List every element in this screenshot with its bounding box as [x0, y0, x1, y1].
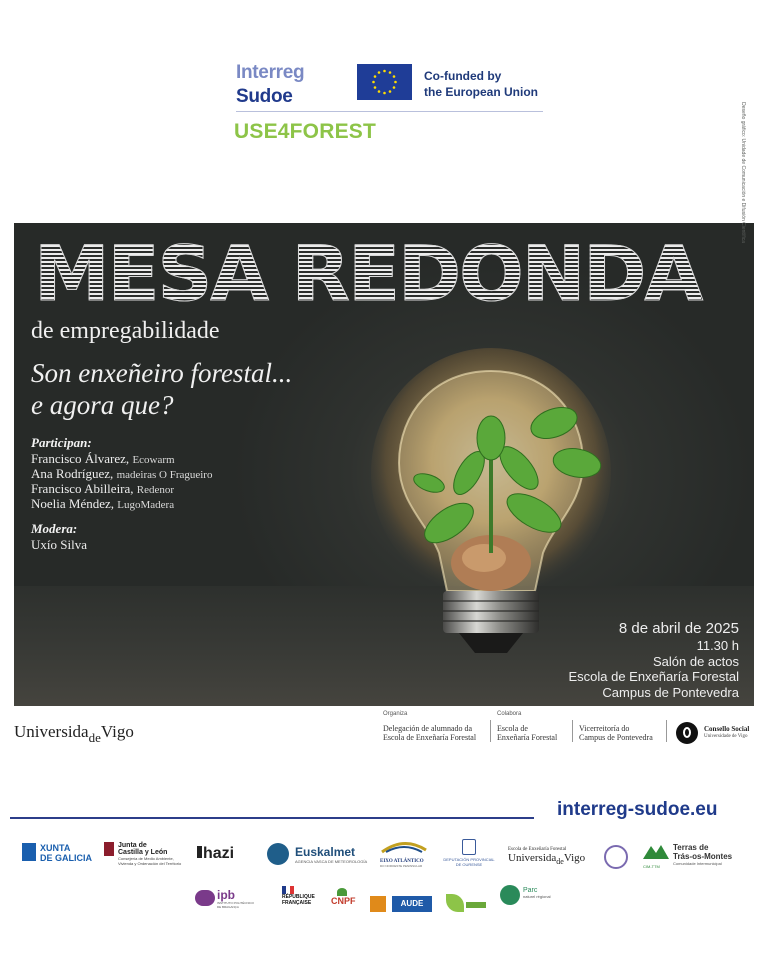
terras-tras-os-montes-logo: CIM-TTM Terras de Trás-os-Montes Comunidade Intermunicipal: [643, 843, 733, 869]
program-name-line1: Interreg: [236, 62, 305, 83]
orange-emblem-icon: [370, 896, 386, 912]
xunta-emblem-icon: [22, 843, 36, 861]
french-flag-icon: [282, 886, 294, 894]
question-line2: e agora que?: [31, 390, 174, 420]
program-name-line2: Sudoe: [236, 86, 293, 107]
question-line1: Son enxeñeiro forestal...: [31, 358, 293, 388]
parc-emblem-icon: [500, 885, 520, 905]
republique-francaise-logo: RÉPUBLIQUE FRANÇAISE: [282, 886, 315, 906]
eixo-swoosh-icon: [380, 840, 428, 854]
escola-uvigo-logo: Escola de Enxeñaría Forestal Universida$_{de}$Vigo: [508, 847, 586, 866]
participant-item: Francisco Álvarez, Ecowarm: [31, 451, 175, 466]
jcyl-emblem-icon: [104, 842, 114, 856]
hazi-bar-icon: [197, 846, 202, 858]
strip-separator: [572, 720, 573, 742]
deputacion-ourense-logo: DEPUTACIÓN PROVINCIAL DE OURENSE: [443, 839, 495, 867]
consello-social-icon: [676, 722, 698, 744]
eu-flag-icon: [357, 64, 412, 100]
leaf-icon: [446, 894, 464, 912]
event-time: 11.30 h: [696, 638, 739, 653]
poster-title: MESA REDONDA: [34, 229, 702, 318]
universidade-vigo-logo: Universida$_{de}$Vigo: [14, 722, 134, 745]
colabora-label: Colabora: [497, 711, 522, 717]
site-link[interactable]: interreg-sudoe.eu: [557, 799, 718, 820]
eu-text-line1: Co-funded by: [424, 69, 502, 83]
eu-cofunding-text: [424, 68, 538, 100]
cnpf-logo: CNPF: [331, 896, 356, 906]
participants-heading: Participan:: [31, 435, 92, 450]
green-leaf-logo: [446, 890, 488, 914]
design-credit: Deseño gráfico: Unidade de Comunicación e Difusión Científica: [740, 102, 746, 243]
hazi-logo: hazi: [197, 845, 234, 863]
poster-question: [31, 357, 361, 421]
euskalmet-globe-icon: [267, 843, 289, 865]
colabora-vicerreitoria-block: Vicerreitoría do Campus de Pontevedra: [579, 724, 653, 742]
participant-item: Ana Rodríguez, madeiras O Fragueiro: [31, 466, 213, 481]
leaf-bar-icon: [466, 902, 486, 908]
organiza-block: Delegación de alumnado da Escola de Enxeñaría Forestal: [383, 724, 477, 742]
circular-emblem-icon: [604, 845, 628, 869]
strip-separator: [666, 720, 667, 742]
event-school: Escola de Enxeñaría Forestal: [568, 669, 739, 684]
aude-logo: AUDE: [392, 896, 432, 912]
cnpf-leaf-icon: [337, 888, 347, 896]
eixo-atlantico-logo: EIXO ATLÁNTICO DO NOROESTE PENINSULAR: [380, 840, 428, 868]
participant-item: Noelia Méndez, LugoMadera: [31, 496, 175, 511]
event-campus: Campus de Pontevedra: [602, 684, 739, 700]
lightbulb-plant-icon: [379, 363, 609, 663]
poster-subtitle: de empregabilidade: [31, 318, 220, 344]
moderator-name: Uxío Silva: [31, 537, 87, 552]
moderator-heading: Modera:: [31, 521, 78, 536]
colabora-escola-block: Escola de Enxeñaría Forestal: [497, 724, 558, 742]
event-details: [568, 620, 739, 700]
deputacion-emblem-icon: [462, 839, 476, 855]
strip-separator: [490, 720, 491, 742]
organiza-label: Organiza: [383, 711, 408, 717]
header-divider: [236, 111, 543, 112]
mountains-icon: [643, 843, 669, 859]
interreg-sudoe-logo: [236, 62, 340, 108]
project-name: USE4FOREST: [234, 120, 377, 143]
ipb-emblem-icon: [195, 890, 215, 906]
footer-divider: [10, 817, 534, 819]
eu-text-line2: the European Union: [424, 85, 538, 99]
participant-item: Francisco Abilleira, Redenor: [31, 481, 175, 496]
event-date: 8 de abril de 2025: [618, 620, 739, 637]
event-room: Salón de actos: [652, 653, 739, 669]
